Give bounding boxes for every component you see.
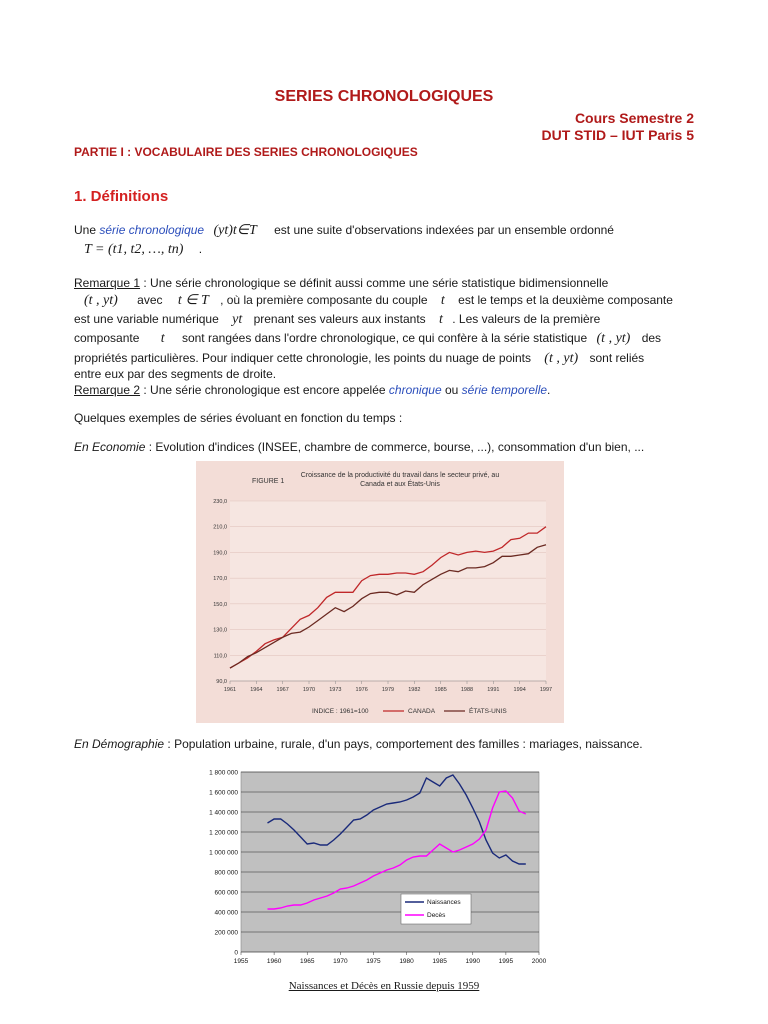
figure2 bbox=[196, 762, 552, 974]
figure1-xtick: 1964 bbox=[250, 687, 263, 693]
economy-text: : Evolution d'indices (INSEE, chambre de commerce, bourse, ...), consommation d'un bien, ... bbox=[148, 440, 645, 454]
remark1-line2 bbox=[84, 292, 706, 309]
definition-formula: (yt)t∈T bbox=[213, 223, 257, 238]
definition-suffix: . bbox=[198, 242, 203, 256]
figure2-xtick: 1990 bbox=[465, 958, 481, 965]
remark1-line4 bbox=[74, 330, 696, 347]
figure1-xtick: 1994 bbox=[513, 687, 526, 693]
figure1-ytick: 230,0 bbox=[213, 499, 227, 505]
remark1-text8: sont rangées dans l'ordre chronologique, ce qui confère à la série statistique bbox=[181, 331, 588, 345]
figure2-ytick: 1 400 000 bbox=[209, 809, 238, 817]
figure2-xtick: 1970 bbox=[333, 958, 348, 965]
figure1-ytick: 130,0 bbox=[213, 627, 227, 634]
remark2-term1: chronique bbox=[388, 383, 442, 397]
figure2-xtick: 1965 bbox=[299, 958, 315, 965]
figure2-ytick: 1 000 000 bbox=[209, 849, 238, 857]
figure1-xtick: 1979 bbox=[381, 687, 395, 693]
figure1-ytick: 90,0 bbox=[216, 679, 227, 685]
figure1-xtick: 1973 bbox=[329, 687, 342, 693]
economy-label: En Economie bbox=[74, 440, 146, 454]
figure1-xtick: 1970 bbox=[302, 687, 316, 693]
remark1-text3: est le temps et la deuxième composante bbox=[458, 293, 673, 307]
remark1-text6: . Les valeurs de la première bbox=[452, 312, 601, 326]
remark1-label: Remarque 1 bbox=[74, 276, 141, 290]
figure1-xtick: 1988 bbox=[460, 687, 474, 693]
figure2-xtick: 1985 bbox=[432, 958, 447, 965]
remark1-text: : Une série chronologique se définit aussi comme une série statistique bidimensionnelle bbox=[143, 276, 609, 290]
remark1-text4: est une variable numérique bbox=[74, 312, 219, 326]
figure1-title: Croissance de la productivité du travail dans le secteur privé, au Canada et aux États-Unis bbox=[300, 472, 500, 488]
figure2-ytick: 400 000 bbox=[214, 909, 238, 917]
figure2-ytick: 1 200 000 bbox=[209, 829, 238, 837]
figure1-xtick: 1961 bbox=[223, 687, 237, 693]
definition-set bbox=[84, 241, 706, 258]
definition-prefix: Une bbox=[74, 223, 97, 237]
definition-paragraph bbox=[74, 222, 696, 239]
figure2-caption: Naissances et Décès en Russie depuis 1959 bbox=[288, 980, 480, 992]
remark1-des: des bbox=[641, 331, 662, 345]
figure1-xtick: 1997 bbox=[539, 687, 553, 693]
figure2-xtick: 1960 bbox=[266, 958, 282, 965]
definition-rest: est une suite d'observations indexées par un ensemble ordonné bbox=[274, 223, 614, 237]
figure1-title-box bbox=[300, 471, 500, 501]
remark1-text9: propriétés particulières. Pour indiquer cette chronologie, les points du nuage de points bbox=[74, 351, 531, 365]
remark2 bbox=[74, 382, 696, 398]
remark2-label: Remarque 2 bbox=[74, 383, 141, 397]
figure1-ytick: 110,0 bbox=[213, 653, 227, 660]
remark1-text5: prenant ses valeurs aux instants bbox=[253, 312, 426, 326]
course-semester: Cours Semestre 2 bbox=[574, 110, 694, 126]
figure1-ytick: 150,0 bbox=[213, 601, 227, 608]
remark2-text3: . bbox=[547, 383, 551, 397]
figure2-xtick: 1955 bbox=[233, 958, 249, 965]
figure2-ytick: 1 600 000 bbox=[209, 789, 238, 797]
remark1-line5 bbox=[74, 350, 696, 367]
remark1-relies: sont reliés bbox=[589, 351, 645, 365]
remark1-line6: entre eux par des segments de droite. bbox=[74, 367, 277, 381]
figure1-xtick: 1967 bbox=[276, 687, 289, 693]
figure2-legend-deces: Decès bbox=[427, 912, 446, 919]
remark2-text1: : Une série chronologique est encore appelée bbox=[143, 383, 386, 397]
figure2-chart bbox=[196, 762, 552, 974]
figure1-ytick: 210,0 bbox=[213, 524, 227, 531]
figure2-ytick: 0 bbox=[234, 949, 238, 957]
remark1-text7: composante bbox=[74, 331, 140, 345]
remark1-t2: t bbox=[439, 312, 443, 327]
figure2-ytick: 800 000 bbox=[214, 869, 238, 877]
figure2-xtick: 2000 bbox=[531, 958, 547, 965]
remark1-line1 bbox=[74, 275, 696, 291]
figure1-plot-area bbox=[230, 501, 546, 681]
figure1-chart bbox=[196, 461, 564, 723]
figure1-ytick: 190,0 bbox=[213, 550, 227, 557]
examples-intro: Quelques exemples de séries évoluant en fonction du temps : bbox=[74, 411, 403, 425]
remark1-couple: (t , yt) bbox=[84, 293, 118, 308]
remark1-couple2: (t , yt) bbox=[596, 331, 631, 346]
economy-line bbox=[74, 439, 696, 455]
remark1-t-in-T: t ∈ T bbox=[177, 293, 209, 308]
remark1-text2: , où la première composante du couple bbox=[220, 293, 428, 307]
figure1-xtick: 1982 bbox=[408, 687, 421, 693]
course-institution: DUT STID – IUT Paris 5 bbox=[541, 127, 694, 143]
demography-text: : Population urbaine, rurale, d'un pays, comportement des familles : mariages, naissance. bbox=[167, 737, 643, 751]
figure1-ytick: 170,0 bbox=[213, 576, 227, 583]
definition-term: série chronologique bbox=[99, 223, 205, 237]
figure1-xtick: 1976 bbox=[355, 687, 368, 693]
figure2-legend-naissances: Naissances bbox=[427, 899, 461, 906]
figure2-xtick: 1975 bbox=[366, 958, 381, 965]
figure2-xtick: 1995 bbox=[498, 958, 514, 965]
section-title: 1. Définitions bbox=[74, 188, 169, 205]
figure1-legend-canada: CANADA bbox=[408, 708, 436, 715]
remark2-text2: ou bbox=[444, 383, 459, 397]
figure2-ytick: 1 800 000 bbox=[209, 769, 238, 777]
remark1-t3: t bbox=[160, 331, 165, 346]
figure1-xtick: 1985 bbox=[434, 687, 447, 693]
remark1-yt: yt bbox=[232, 312, 243, 327]
page-title: SERIES CHRONOLOGIQUES bbox=[274, 88, 494, 105]
figure1 bbox=[196, 461, 564, 723]
remark1-t: t bbox=[440, 293, 445, 308]
figure2-xtick: 1980 bbox=[399, 958, 414, 965]
figure1-label: FIGURE 1 bbox=[252, 478, 285, 485]
demography-line bbox=[74, 736, 696, 752]
figure2-plot-area bbox=[241, 772, 539, 952]
figure1-legend-usa: ÉTATS-UNIS bbox=[469, 708, 507, 715]
remark1-avec: avec bbox=[137, 293, 163, 307]
part-title: PARTIE I : VOCABULAIRE DES SERIES CHRONOLOGIQUES bbox=[74, 145, 418, 159]
remark2-term2: série temporelle bbox=[461, 383, 548, 397]
definition-set-formula: T = (t1, t2, …, tn) bbox=[84, 242, 184, 257]
figure1-xtick: 1991 bbox=[487, 687, 500, 693]
remark1-line3 bbox=[74, 311, 696, 328]
figure2-ytick: 600 000 bbox=[214, 889, 238, 897]
figure2-ytick: 200 000 bbox=[214, 929, 238, 937]
remark1-couple3: (t , yt) bbox=[544, 351, 579, 366]
figure1-note: INDICE : 1961=100 bbox=[312, 708, 369, 715]
demography-label: En Démographie bbox=[74, 737, 165, 751]
